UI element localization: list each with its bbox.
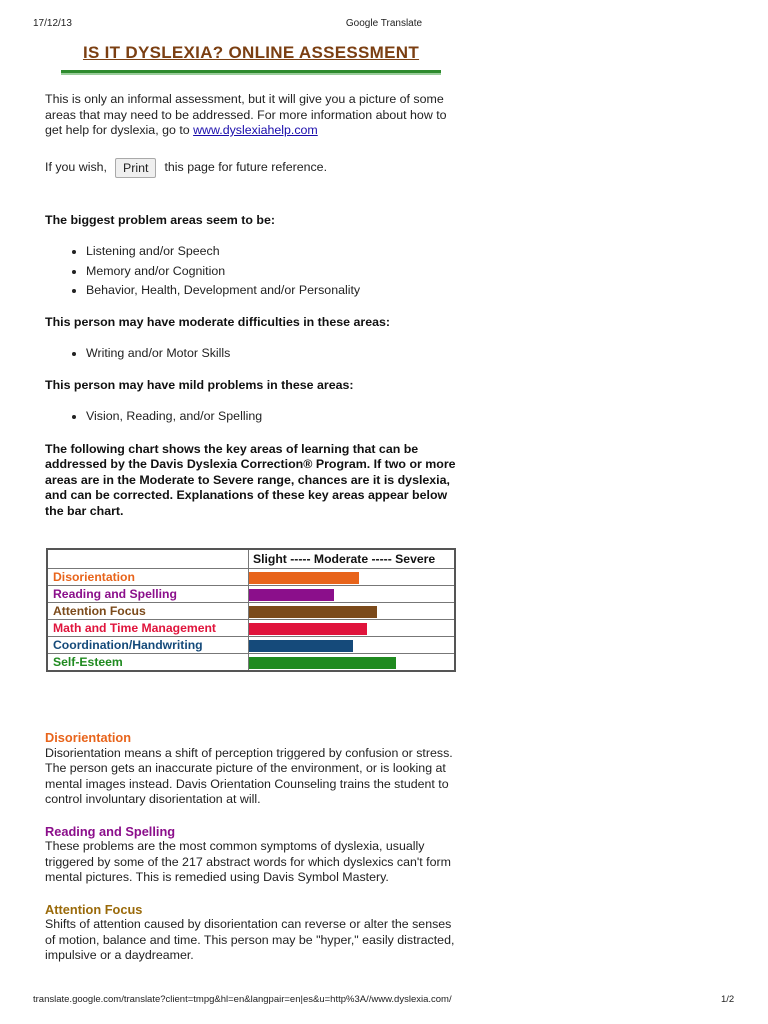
chart-category-label: Reading and Spelling <box>47 586 249 603</box>
chart-category-label: Attention Focus <box>47 603 249 620</box>
list-item: • Listening and/or Speech <box>86 242 465 262</box>
chart-bar <box>249 657 396 669</box>
chart-row <box>47 603 455 620</box>
print-button[interactable]: Print <box>115 158 156 178</box>
print-row <box>45 158 465 178</box>
chart-bar-cell <box>249 620 456 637</box>
chart-row <box>47 586 455 603</box>
chart-category-label: Disorientation <box>47 569 249 586</box>
biggest-list <box>45 242 465 301</box>
chart-row <box>47 620 455 637</box>
list-item: • Behavior, Health, Development and/or Personality <box>86 281 465 301</box>
chart-corner-cell <box>47 549 249 569</box>
list-item: • Vision, Reading, and/or Spelling <box>86 407 465 427</box>
explanation-text: Shifts of attention caused by disorientation can reverse or alter the senses of motion, balance and time. This person may be "hyper," easily distracted, impulsive or a daydreamer. <box>45 917 455 962</box>
explanation-section <box>45 824 455 886</box>
biggest-heading: The biggest problem areas seem to be: <box>45 212 275 227</box>
intro-paragraph <box>45 92 465 139</box>
chart-bar <box>249 606 377 618</box>
explanation-section <box>45 730 455 808</box>
main-content <box>45 92 465 519</box>
assessment-bar-chart <box>46 548 456 672</box>
list-item: • Memory and/or Cognition <box>86 262 465 282</box>
print-page-title: Google Translate <box>345 18 423 29</box>
explanation-title: Attention Focus <box>45 901 143 917</box>
chart-category-label: Self-Esteem <box>47 654 249 672</box>
chart-bar-cell <box>249 586 456 603</box>
list-item: • Writing and/or Motor Skills <box>86 344 465 364</box>
chart-row <box>47 637 455 654</box>
explanation-text: Disorientation means a shift of perception triggered by confusion or stress. The person gets an inaccurate picture of the environment, or is looking at mental images instead. Davis Orientation Counseling trains the student to control involuntary disorientation at will. <box>45 745 453 806</box>
banner-title: IS IT DYSLEXIA? ONLINE ASSESSMENT <box>82 43 420 62</box>
chart-bar-cell <box>249 569 456 586</box>
chart-scale-label: Slight ----- Moderate ----- Severe <box>249 549 456 569</box>
mild-list <box>45 407 465 427</box>
explanation-title: Reading and Spelling <box>45 823 176 839</box>
mild-heading: This person may have mild problems in these areas: <box>45 377 354 392</box>
chart-rows <box>47 569 455 672</box>
explanations <box>45 730 455 980</box>
chart-row <box>47 569 455 586</box>
footer-page-number: 1/2 <box>721 994 735 1005</box>
footer-url: translate.google.com/translate?client=tmpg&hl=en&langpair=en|es&u=http%3A//www.dyslexia.com/ <box>33 994 452 1005</box>
chart-bar <box>249 640 353 652</box>
chart-bar <box>249 589 334 601</box>
print-after-text: this page for future reference. <box>164 159 328 174</box>
chart-category-label: Math and Time Management <box>47 620 249 637</box>
explanation-title: Disorientation <box>45 730 132 745</box>
chart-bar-cell <box>249 637 456 654</box>
chart-category-label: Coordination/Handwriting <box>47 637 249 654</box>
chart-intro: The following chart shows the key areas of learning that can be addressed by the Davis Dyslexia Correction® Program. If two or more areas are in the Moderate to Severe range, chances are it is dyslexia, and can be corrected. Explanations of these key areas appear below the bar chart. <box>45 441 456 518</box>
dyslexiahelp-link[interactable]: www.dyslexiahelp.com <box>193 123 318 137</box>
chart-row <box>47 654 455 672</box>
chart-bar <box>249 572 359 584</box>
chart-bar <box>249 623 367 635</box>
explanation-text: These problems are the most common symptoms of dyslexia, usually triggered by some of the 217 abstract words for which dyslexics can't form mental pictures. This is remedied using Davis Symbol Mastery. <box>45 839 451 884</box>
intro-text: This is only an informal assessment, but it will give you a picture of some areas that may need to be addressed. For more information about how to get help for dyslexia, go to <box>45 92 447 137</box>
chart-bar-cell <box>249 603 456 620</box>
assessment-banner <box>61 42 441 73</box>
print-date: 17/12/13 <box>33 18 72 29</box>
chart-bar-cell <box>249 654 456 672</box>
moderate-heading: This person may have moderate difficulties in these areas: <box>45 314 390 329</box>
print-before-text: If you wish, <box>45 159 107 174</box>
moderate-list <box>45 344 465 364</box>
explanation-section <box>45 902 455 964</box>
